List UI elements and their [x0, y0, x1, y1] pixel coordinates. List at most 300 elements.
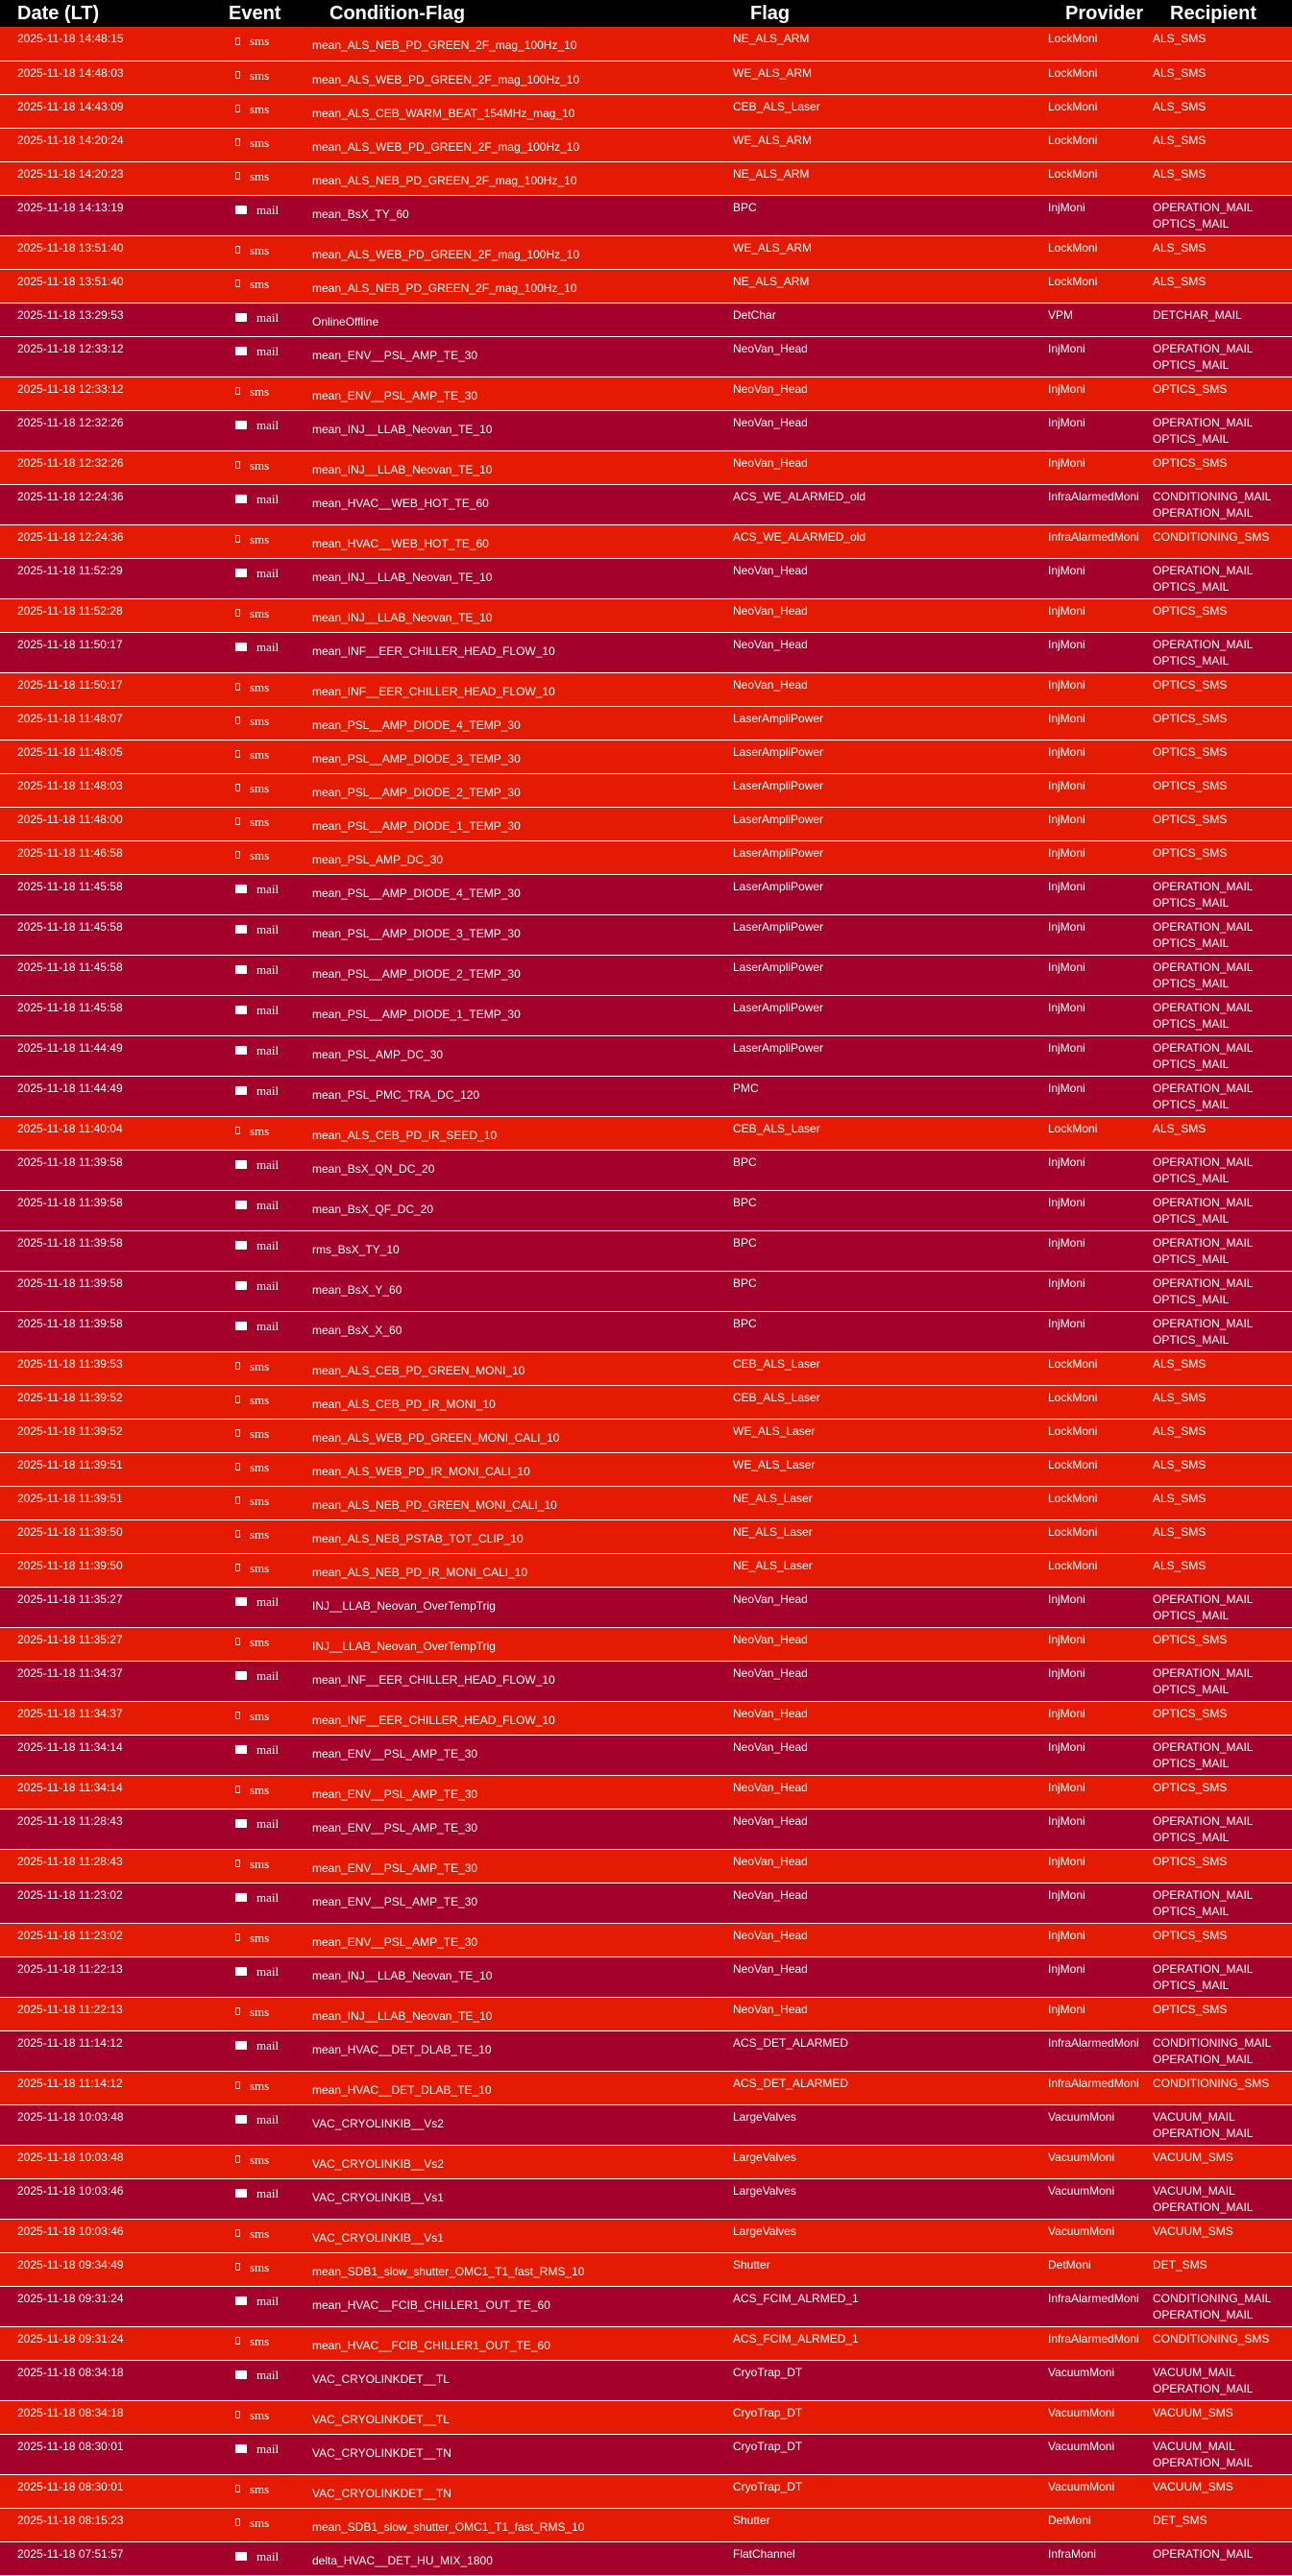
table-row[interactable] — [0, 524, 1292, 558]
cell-condition-flag: mean_PSL__AMP_DIODE_3_TEMP_30 — [312, 740, 733, 773]
cell-flag: LaserAmpliPower — [733, 955, 1048, 995]
cell-event — [210, 955, 312, 995]
cell-date: 2025-11-18 11:52:28 — [0, 598, 210, 632]
cell-provider: InjMoni — [1048, 1230, 1153, 1271]
cell-provider: InjMoni — [1048, 558, 1153, 598]
event-label: mail — [256, 1963, 280, 1979]
table-row[interactable] — [0, 61, 1292, 94]
envelope-icon — [235, 1160, 247, 1169]
envelope-icon — [235, 569, 247, 577]
cell-provider: InjMoni — [1048, 955, 1153, 995]
table-row[interactable] — [0, 1116, 1292, 1150]
cell-date: 2025-11-18 12:33:12 — [0, 336, 210, 377]
cell-date: 2025-11-18 12:32:26 — [0, 450, 210, 484]
cell-date: 2025-11-18 11:52:29 — [0, 558, 210, 598]
cell-condition-flag: mean_BsX_X_60 — [312, 1311, 733, 1351]
cell-condition-flag: mean_ENV__PSL_AMP_TE_30 — [312, 1923, 733, 1956]
cell-provider: LockMoni — [1048, 235, 1153, 269]
cell-date: 2025-11-18 11:35:27 — [0, 1587, 210, 1627]
cell-provider: LockMoni — [1048, 1351, 1153, 1385]
table-row[interactable] — [0, 1230, 1292, 1271]
column-header-recipient[interactable]: Recipient — [1153, 0, 1292, 27]
cell-date: 2025-11-18 11:14:12 — [0, 2071, 210, 2104]
cell-event — [210, 2474, 312, 2508]
cell-provider: LockMoni — [1048, 128, 1153, 161]
cell-flag: NeoVan_Head — [733, 450, 1048, 484]
cell-date: 2025-11-18 11:34:37 — [0, 1701, 210, 1735]
cell-flag: LaserAmpliPower — [733, 740, 1048, 773]
table-row[interactable] — [0, 2360, 1292, 2400]
table-row[interactable] — [0, 2145, 1292, 2178]
cell-provider: InjMoni — [1048, 450, 1153, 484]
cell-condition-flag: INJ__LLAB_Neovan_OverTempTrig — [312, 1627, 733, 1661]
table-row[interactable] — [0, 1311, 1292, 1351]
table-row[interactable] — [0, 2104, 1292, 2145]
table-row[interactable] — [0, 672, 1292, 706]
cell-event — [210, 1883, 312, 1923]
cell-flag: NeoVan_Head — [733, 1587, 1048, 1627]
cell-date: 2025-11-18 08:34:18 — [0, 2360, 210, 2400]
cell-recipient — [1153, 1701, 1292, 1735]
cell-provider: InjMoni — [1048, 1587, 1153, 1627]
table-row[interactable] — [0, 235, 1292, 269]
mobile-phone-icon — [235, 138, 240, 146]
cell-recipient — [1153, 1385, 1292, 1419]
cell-event — [210, 1997, 312, 2030]
table-row[interactable] — [0, 598, 1292, 632]
cell-event — [210, 914, 312, 955]
table-row[interactable] — [0, 1809, 1292, 1849]
recipient-item: OPTICS_MAIL — [1153, 1171, 1230, 1185]
cell-condition-flag: mean_INJ__LLAB_Neovan_TE_10 — [312, 1997, 733, 2030]
recipient-item: OPERATION_MAIL — [1153, 2455, 1254, 2469]
column-header-event[interactable]: Event — [210, 0, 312, 27]
event-label: mail — [256, 961, 280, 977]
table-row[interactable] — [0, 1923, 1292, 1956]
table-row[interactable] — [0, 773, 1292, 807]
table-row[interactable] — [0, 632, 1292, 672]
cell-provider: LockMoni — [1048, 269, 1153, 303]
recipient-item: OPERATION_MAIL — [1153, 1887, 1254, 1902]
cell-recipient — [1153, 2400, 1292, 2434]
table-row[interactable] — [0, 1271, 1292, 1311]
cell-condition-flag: mean_INJ__LLAB_Neovan_TE_10 — [312, 410, 733, 450]
cell-event — [210, 2145, 312, 2178]
cell-provider: InfraAlarmedMoni — [1048, 2071, 1153, 2104]
mobile-phone-icon — [235, 2081, 240, 2089]
table-row[interactable] — [0, 1956, 1292, 1997]
table-row[interactable] — [0, 2071, 1292, 2104]
table-row[interactable] — [0, 2252, 1292, 2286]
cell-flag: LargeValves — [733, 2145, 1048, 2178]
table-row[interactable] — [0, 1035, 1292, 1076]
table-row[interactable] — [0, 410, 1292, 450]
mobile-phone-icon — [235, 1564, 240, 1571]
table-row[interactable] — [0, 995, 1292, 1035]
table-row[interactable] — [0, 450, 1292, 484]
mobile-phone-icon — [235, 1396, 240, 1403]
cell-flag: NeoVan_Head — [733, 672, 1048, 706]
cell-condition-flag: mean_ALS_WEB_PD_GREEN_MONI_CALI_10 — [312, 1419, 733, 1452]
cell-provider: LockMoni — [1048, 1116, 1153, 1150]
table-row[interactable] — [0, 1587, 1292, 1627]
cell-flag: ACS_DET_ALARMED — [733, 2071, 1048, 2104]
recipient-item: VACUUM_SMS — [1153, 2150, 1233, 2164]
table-row[interactable] — [0, 740, 1292, 773]
cell-condition-flag: VAC_CRYOLINKIB__Vs1 — [312, 2178, 733, 2219]
cell-condition-flag: mean_INJ__LLAB_Neovan_TE_10 — [312, 598, 733, 632]
table-row[interactable] — [0, 195, 1292, 235]
cell-provider: LockMoni — [1048, 1519, 1153, 1553]
table-row[interactable] — [0, 1775, 1292, 1809]
cell-provider: VacuumMoni — [1048, 2145, 1153, 2178]
cell-recipient — [1153, 2178, 1292, 2219]
recipient-item: ALS_SMS — [1153, 1356, 1207, 1371]
cell-event — [210, 995, 312, 1035]
mobile-phone-icon — [235, 2007, 240, 2015]
recipient-item: OPTICS_SMS — [1153, 1632, 1228, 1646]
cell-provider: VacuumMoni — [1048, 2434, 1153, 2474]
cell-flag: NeoVan_Head — [733, 1661, 1048, 1701]
cell-condition-flag: mean_ALS_CEB_PD_GREEN_MONI_10 — [312, 1351, 733, 1385]
recipient-item: OPERATION_MAIL — [1153, 1081, 1254, 1095]
cell-date: 2025-11-18 11:34:14 — [0, 1735, 210, 1775]
cell-flag: NeoVan_Head — [733, 1849, 1048, 1883]
event-label: sms — [250, 780, 270, 795]
cell-recipient — [1153, 1486, 1292, 1519]
table-row[interactable] — [0, 1150, 1292, 1190]
cell-date: 2025-11-18 09:34:49 — [0, 2252, 210, 2286]
table-row[interactable] — [0, 2286, 1292, 2326]
recipient-item: OPERATION_MAIL — [1153, 341, 1254, 355]
cell-condition-flag: mean_PSL__AMP_DIODE_1_TEMP_30 — [312, 995, 733, 1035]
recipient-item: OPERATION_MAIL — [1153, 2199, 1254, 2214]
recipient-item: ALS_SMS — [1153, 1491, 1207, 1505]
recipient-item: VACUUM_SMS — [1153, 2479, 1233, 2493]
cell-recipient — [1153, 672, 1292, 706]
cell-flag: NeoVan_Head — [733, 1997, 1048, 2030]
cell-date: 2025-11-18 11:39:58 — [0, 1230, 210, 1271]
cell-recipient — [1153, 1452, 1292, 1486]
cell-condition-flag: mean_ALS_NEB_PSTAB_TOT_CLIP_10 — [312, 1519, 733, 1553]
recipient-item: VACUUM_MAIL — [1153, 2109, 1235, 2124]
event-label: mail — [256, 2441, 280, 2456]
table-row[interactable] — [0, 1419, 1292, 1452]
table-row[interactable] — [0, 874, 1292, 914]
cell-provider: InjMoni — [1048, 195, 1153, 235]
cell-condition-flag: mean_ALS_WEB_PD_GREEN_2F_mag_100Hz_10 — [312, 128, 733, 161]
table-row[interactable] — [0, 1190, 1292, 1230]
recipient-item: OPTICS_MAIL — [1153, 1978, 1230, 1992]
cell-recipient — [1153, 874, 1292, 914]
cell-flag: CryoTrap_DT — [733, 2474, 1048, 2508]
table-row[interactable] — [0, 1553, 1292, 1587]
table-row[interactable] — [0, 1452, 1292, 1486]
cell-flag: CEB_ALS_Laser — [733, 94, 1048, 128]
recipient-item: OPTICS_SMS — [1153, 845, 1228, 860]
cell-recipient — [1153, 484, 1292, 524]
cell-event — [210, 1735, 312, 1775]
table-row[interactable] — [0, 2434, 1292, 2474]
table-row[interactable] — [0, 1849, 1292, 1883]
cell-provider: LockMoni — [1048, 1452, 1153, 1486]
cell-provider: InjMoni — [1048, 1849, 1153, 1883]
cell-provider: VPM — [1048, 303, 1153, 336]
cell-date: 2025-11-18 12:32:26 — [0, 410, 210, 450]
cell-event — [210, 740, 312, 773]
cell-condition-flag: mean_SDB1_slow_shutter_OMC1_T1_fast_RMS_10 — [312, 2508, 733, 2541]
cell-recipient — [1153, 1661, 1292, 1701]
cell-event — [210, 336, 312, 377]
cell-condition-flag: mean_ALS_NEB_PD_IR_MONI_CALI_10 — [312, 1553, 733, 1587]
cell-date: 2025-11-18 11:22:13 — [0, 1956, 210, 1997]
cell-flag: NeoVan_Head — [733, 1809, 1048, 1849]
table-row[interactable] — [0, 269, 1292, 303]
table-row[interactable] — [0, 2508, 1292, 2541]
envelope-icon — [235, 1046, 247, 1055]
table-row[interactable] — [0, 303, 1292, 336]
cell-condition-flag: mean_HVAC__FCIB_CHILLER1_OUT_TE_60 — [312, 2326, 733, 2360]
mobile-phone-icon — [235, 717, 240, 724]
cell-condition-flag: mean_ALS_WEB_PD_GREEN_2F_mag_100Hz_10 — [312, 61, 733, 94]
event-label: sms — [250, 1123, 270, 1138]
table-row[interactable] — [0, 840, 1292, 874]
recipient-item: OPERATION_MAIL — [1153, 960, 1254, 974]
cell-provider: InfraAlarmedMoni — [1048, 2030, 1153, 2071]
cell-flag: NeoVan_Head — [733, 1701, 1048, 1735]
cell-event — [210, 1116, 312, 1150]
recipient-item: ALS_SMS — [1153, 1390, 1207, 1404]
cell-flag: LaserAmpliPower — [733, 840, 1048, 874]
cell-recipient — [1153, 1849, 1292, 1883]
cell-condition-flag: mean_PSL__AMP_DIODE_3_TEMP_30 — [312, 914, 733, 955]
cell-flag: LargeValves — [733, 2104, 1048, 2145]
cell-provider: InjMoni — [1048, 995, 1153, 1035]
cell-provider: LockMoni — [1048, 27, 1153, 61]
cell-condition-flag: mean_ENV__PSL_AMP_TE_30 — [312, 1849, 733, 1883]
cell-event — [210, 377, 312, 410]
mobile-phone-icon — [235, 1712, 240, 1719]
cell-condition-flag: mean_BsX_QF_DC_20 — [312, 1190, 733, 1230]
recipient-item: OPTICS_SMS — [1153, 778, 1228, 792]
envelope-icon — [235, 421, 247, 429]
table-row[interactable] — [0, 336, 1292, 377]
table-row[interactable] — [0, 706, 1292, 740]
cell-condition-flag: VAC_CRYOLINKIB__Vs1 — [312, 2219, 733, 2252]
event-label: sms — [250, 2481, 270, 2496]
cell-condition-flag: mean_INJ__LLAB_Neovan_TE_10 — [312, 450, 733, 484]
cell-flag: WE_ALS_Laser — [733, 1452, 1048, 1486]
event-label: mail — [256, 1277, 280, 1293]
event-label: mail — [256, 2185, 280, 2200]
cell-date: 2025-11-18 11:39:58 — [0, 1150, 210, 1190]
table-row[interactable] — [0, 128, 1292, 161]
envelope-icon — [235, 1006, 247, 1014]
cell-event — [210, 1956, 312, 1997]
recipient-item: OPTICS_MAIL — [1153, 1904, 1230, 1918]
cell-flag: NeoVan_Head — [733, 410, 1048, 450]
cell-provider: InjMoni — [1048, 1627, 1153, 1661]
recipient-item: OPERATION_MAIL — [1153, 879, 1254, 893]
table-row[interactable] — [0, 2178, 1292, 2219]
recipient-item: OPTICS_SMS — [1153, 2002, 1228, 2016]
cell-event — [210, 1351, 312, 1385]
cell-flag: NeoVan_Head — [733, 598, 1048, 632]
column-header-flag[interactable]: Flag — [733, 0, 1048, 27]
recipient-item: OPTICS_MAIL — [1153, 1756, 1230, 1770]
table-row[interactable] — [0, 161, 1292, 195]
table-row[interactable] — [0, 1385, 1292, 1419]
cell-recipient — [1153, 303, 1292, 336]
event-label: sms — [250, 67, 270, 83]
table-row[interactable] — [0, 1076, 1292, 1116]
cell-date: 2025-11-18 13:51:40 — [0, 235, 210, 269]
envelope-icon — [235, 2444, 247, 2453]
envelope-icon — [235, 1241, 247, 1250]
envelope-icon — [235, 2370, 247, 2379]
column-header-condition-flag[interactable]: Condition-Flag — [312, 0, 733, 27]
cell-recipient — [1153, 2252, 1292, 2286]
cell-date: 2025-11-18 12:33:12 — [0, 377, 210, 410]
cell-condition-flag: mean_BsX_QN_DC_20 — [312, 1150, 733, 1190]
cell-provider: InjMoni — [1048, 1035, 1153, 1076]
table-row[interactable] — [0, 2219, 1292, 2252]
table-row[interactable] — [0, 1351, 1292, 1385]
cell-condition-flag: mean_ENV__PSL_AMP_TE_30 — [312, 1775, 733, 1809]
cell-recipient — [1153, 807, 1292, 840]
table-row[interactable] — [0, 2474, 1292, 2508]
cell-event — [210, 269, 312, 303]
table-row[interactable] — [0, 1735, 1292, 1775]
cell-flag: NeoVan_Head — [733, 1956, 1048, 1997]
cell-recipient — [1153, 2286, 1292, 2326]
table-row[interactable] — [0, 2326, 1292, 2360]
table-row[interactable] — [0, 1627, 1292, 1661]
cell-provider: InjMoni — [1048, 598, 1153, 632]
recipient-item: OPTICS_MAIL — [1153, 895, 1230, 910]
cell-condition-flag: mean_ALS_CEB_PD_IR_MONI_10 — [312, 1385, 733, 1419]
cell-provider: DetMoni — [1048, 2252, 1153, 2286]
recipient-item: OPTICS_MAIL — [1153, 936, 1230, 950]
cell-provider: LockMoni — [1048, 1553, 1153, 1587]
table-row[interactable] — [0, 955, 1292, 995]
recipient-item: OPTICS_MAIL — [1153, 216, 1230, 231]
cell-recipient — [1153, 195, 1292, 235]
cell-flag: WE_ALS_ARM — [733, 128, 1048, 161]
table-row[interactable] — [0, 1997, 1292, 2030]
cell-condition-flag: VAC_CRYOLINKDET__TN — [312, 2474, 733, 2508]
recipient-item: OPTICS_MAIL — [1153, 1211, 1230, 1226]
mobile-phone-icon — [235, 683, 240, 691]
cell-flag: CryoTrap_DT — [733, 2400, 1048, 2434]
cell-condition-flag: mean_INF__EER_CHILLER_HEAD_FLOW_10 — [312, 1661, 733, 1701]
recipient-item: OPERATION_MAIL — [1153, 1665, 1254, 1680]
table-row[interactable] — [0, 377, 1292, 410]
mobile-phone-icon — [235, 37, 240, 45]
table-row[interactable] — [0, 2400, 1292, 2434]
table-row[interactable] — [0, 1661, 1292, 1701]
cell-provider: InjMoni — [1048, 1997, 1153, 2030]
table-row[interactable] — [0, 1701, 1292, 1735]
table-row[interactable] — [0, 914, 1292, 955]
cell-condition-flag: mean_HVAC__WEB_HOT_TE_60 — [312, 484, 733, 524]
recipient-item: OPTICS_SMS — [1153, 677, 1228, 692]
cell-flag: LaserAmpliPower — [733, 914, 1048, 955]
cell-recipient — [1153, 2104, 1292, 2145]
cell-event — [210, 2360, 312, 2400]
cell-date: 2025-11-18 10:03:48 — [0, 2145, 210, 2178]
cell-condition-flag: mean_HVAC__DET_DLAB_TE_10 — [312, 2071, 733, 2104]
cell-condition-flag: VAC_CRYOLINKIB__Vs2 — [312, 2104, 733, 2145]
envelope-icon — [235, 1281, 247, 1290]
cell-flag: LargeValves — [733, 2219, 1048, 2252]
cell-event — [210, 2326, 312, 2360]
cell-provider: LockMoni — [1048, 1419, 1153, 1452]
cell-date: 2025-11-18 13:29:53 — [0, 303, 210, 336]
table-row[interactable] — [0, 1486, 1292, 1519]
table-row[interactable] — [0, 1883, 1292, 1923]
cell-event — [210, 2434, 312, 2474]
mobile-phone-icon — [235, 461, 240, 469]
cell-date: 2025-11-18 11:34:37 — [0, 1661, 210, 1701]
event-label: mail — [256, 343, 280, 358]
cell-provider: LockMoni — [1048, 1486, 1153, 1519]
cell-condition-flag: mean_PSL__AMP_DIODE_4_TEMP_30 — [312, 706, 733, 740]
cell-date: 2025-11-18 11:28:43 — [0, 1809, 210, 1849]
table-row[interactable] — [0, 2030, 1292, 2071]
cell-provider: LockMoni — [1048, 94, 1153, 128]
table-row[interactable] — [0, 94, 1292, 128]
event-label: sms — [250, 2004, 270, 2019]
mobile-phone-icon — [235, 71, 240, 79]
event-label: sms — [250, 1930, 270, 1945]
cell-date: 2025-11-18 12:24:36 — [0, 524, 210, 558]
cell-date: 2025-11-18 07:51:57 — [0, 2541, 210, 2575]
table-row[interactable] — [0, 2541, 1292, 2575]
column-header-date[interactable]: Date (LT) — [0, 0, 210, 27]
envelope-icon — [235, 1597, 247, 1606]
mobile-phone-icon — [235, 1496, 240, 1504]
recipient-item: ALS_SMS — [1153, 1524, 1207, 1539]
event-label: sms — [250, 2333, 270, 2348]
event-label: sms — [250, 531, 270, 547]
event-label: mail — [256, 202, 280, 217]
cell-date: 2025-11-18 11:39:51 — [0, 1452, 210, 1486]
column-header-provider[interactable]: Provider — [1048, 0, 1153, 27]
cell-flag: LaserAmpliPower — [733, 706, 1048, 740]
recipient-item: ALS_SMS — [1153, 1457, 1207, 1471]
recipient-item: CONDITIONING_MAIL — [1153, 2291, 1272, 2305]
cell-event — [210, 1311, 312, 1351]
table-row[interactable] — [0, 484, 1292, 524]
recipient-item: VACUUM_SMS — [1153, 2405, 1233, 2419]
cell-recipient — [1153, 1519, 1292, 1553]
table-row[interactable] — [0, 807, 1292, 840]
cell-event — [210, 840, 312, 874]
recipient-item: ALS_SMS — [1153, 274, 1207, 288]
event-label: sms — [250, 242, 270, 257]
envelope-icon — [235, 1201, 247, 1209]
cell-date: 2025-11-18 14:20:24 — [0, 128, 210, 161]
table-row[interactable] — [0, 1519, 1292, 1553]
recipient-item: VACUUM_MAIL — [1153, 2439, 1235, 2453]
table-row[interactable] — [0, 558, 1292, 598]
table-row[interactable] — [0, 27, 1292, 61]
cell-recipient — [1153, 1230, 1292, 1271]
recipient-item: OPTICS_MAIL — [1153, 976, 1230, 990]
mobile-phone-icon — [235, 246, 240, 254]
cell-provider: InjMoni — [1048, 1883, 1153, 1923]
